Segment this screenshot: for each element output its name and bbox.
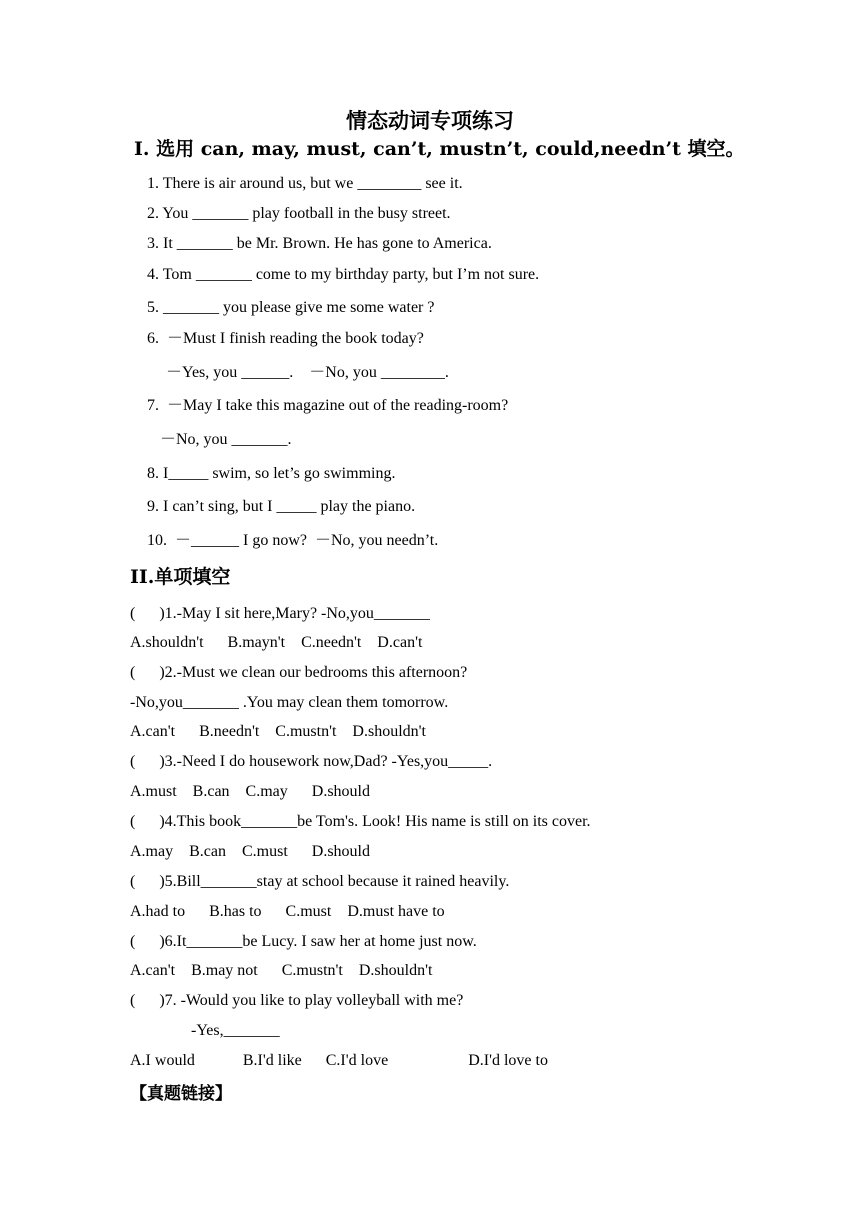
options-line: A.must B.can C.may D.should [130,783,370,800]
question-line: ( )2.-Must we clean our bedrooms this afternoon? [130,664,468,681]
question-line: 5. _______ you please give me some water ? [147,299,435,316]
question-line: ( )5.Bill_______stay at school because it rained heavily. [130,873,510,890]
page-title: 情态动词专项练习 [346,108,514,133]
options-line: A.can't B.may not C.mustn't D.shouldn't [130,962,433,979]
answer-line: －No, you _______. [160,431,292,448]
question-line: 2. You _______ play football in the busy street. [147,205,451,222]
question-line: 6. －Must I finish reading the book today? [147,330,424,347]
section-3-heading: 【真题链接】 [130,1084,232,1104]
question-line: ( )6.It_______be Lucy. I saw her at home just now. [130,933,477,950]
question-line: ( )4.This book_______be Tom's. Look! His name is still on its cover. [130,813,591,830]
options-line: A.can't B.needn't C.mustn't D.shouldn't [130,723,426,740]
options-line: A.had to B.has to C.must D.must have to [130,903,445,920]
question-line: 8. I_____ swim, so let’s go swimming. [147,465,396,482]
question-line: 10. －______ I go now? －No, you needn’t. [147,532,439,549]
section-1-heading: Ⅰ. 选用 can, may, must, can’t, mustn’t, could,needn’t 填空。 [134,138,745,160]
question-line: 9. I can’t sing, but I _____ play the piano. [147,498,416,515]
question-line: 4. Tom _______ come to my birthday party, but I’m not sure. [147,266,540,283]
question-line: 1. There is air around us, but we ________ see it. [147,175,463,192]
options-line: A.shouldn't B.mayn't C.needn't D.can't [130,634,423,651]
question-line: ( )3.-Need I do housework now,Dad? -Yes,you_____. [130,753,493,770]
options-line: A.I would B.I'd like C.I'd love D.I'd love to [130,1052,548,1069]
answer-line: －Yes, you ______. －No, you ________. [166,364,449,381]
question-line: 3. It _______ be Mr. Brown. He has gone to America. [147,235,492,252]
question-line: ( )7. -Would you like to play volleyball with me? [130,992,464,1009]
answer-line: -Yes,_______ [191,1022,280,1039]
options-line: A.may B.can C.must D.should [130,843,370,860]
question-line: ( )1.-May I sit here,Mary? -No,you_______ [130,605,430,622]
question-line: 7. －May I take this magazine out of the reading-room? [147,397,509,414]
section-2-heading: II.单项填空 [130,566,231,588]
question-line: -No,you_______ .You may clean them tomorrow. [130,694,449,711]
